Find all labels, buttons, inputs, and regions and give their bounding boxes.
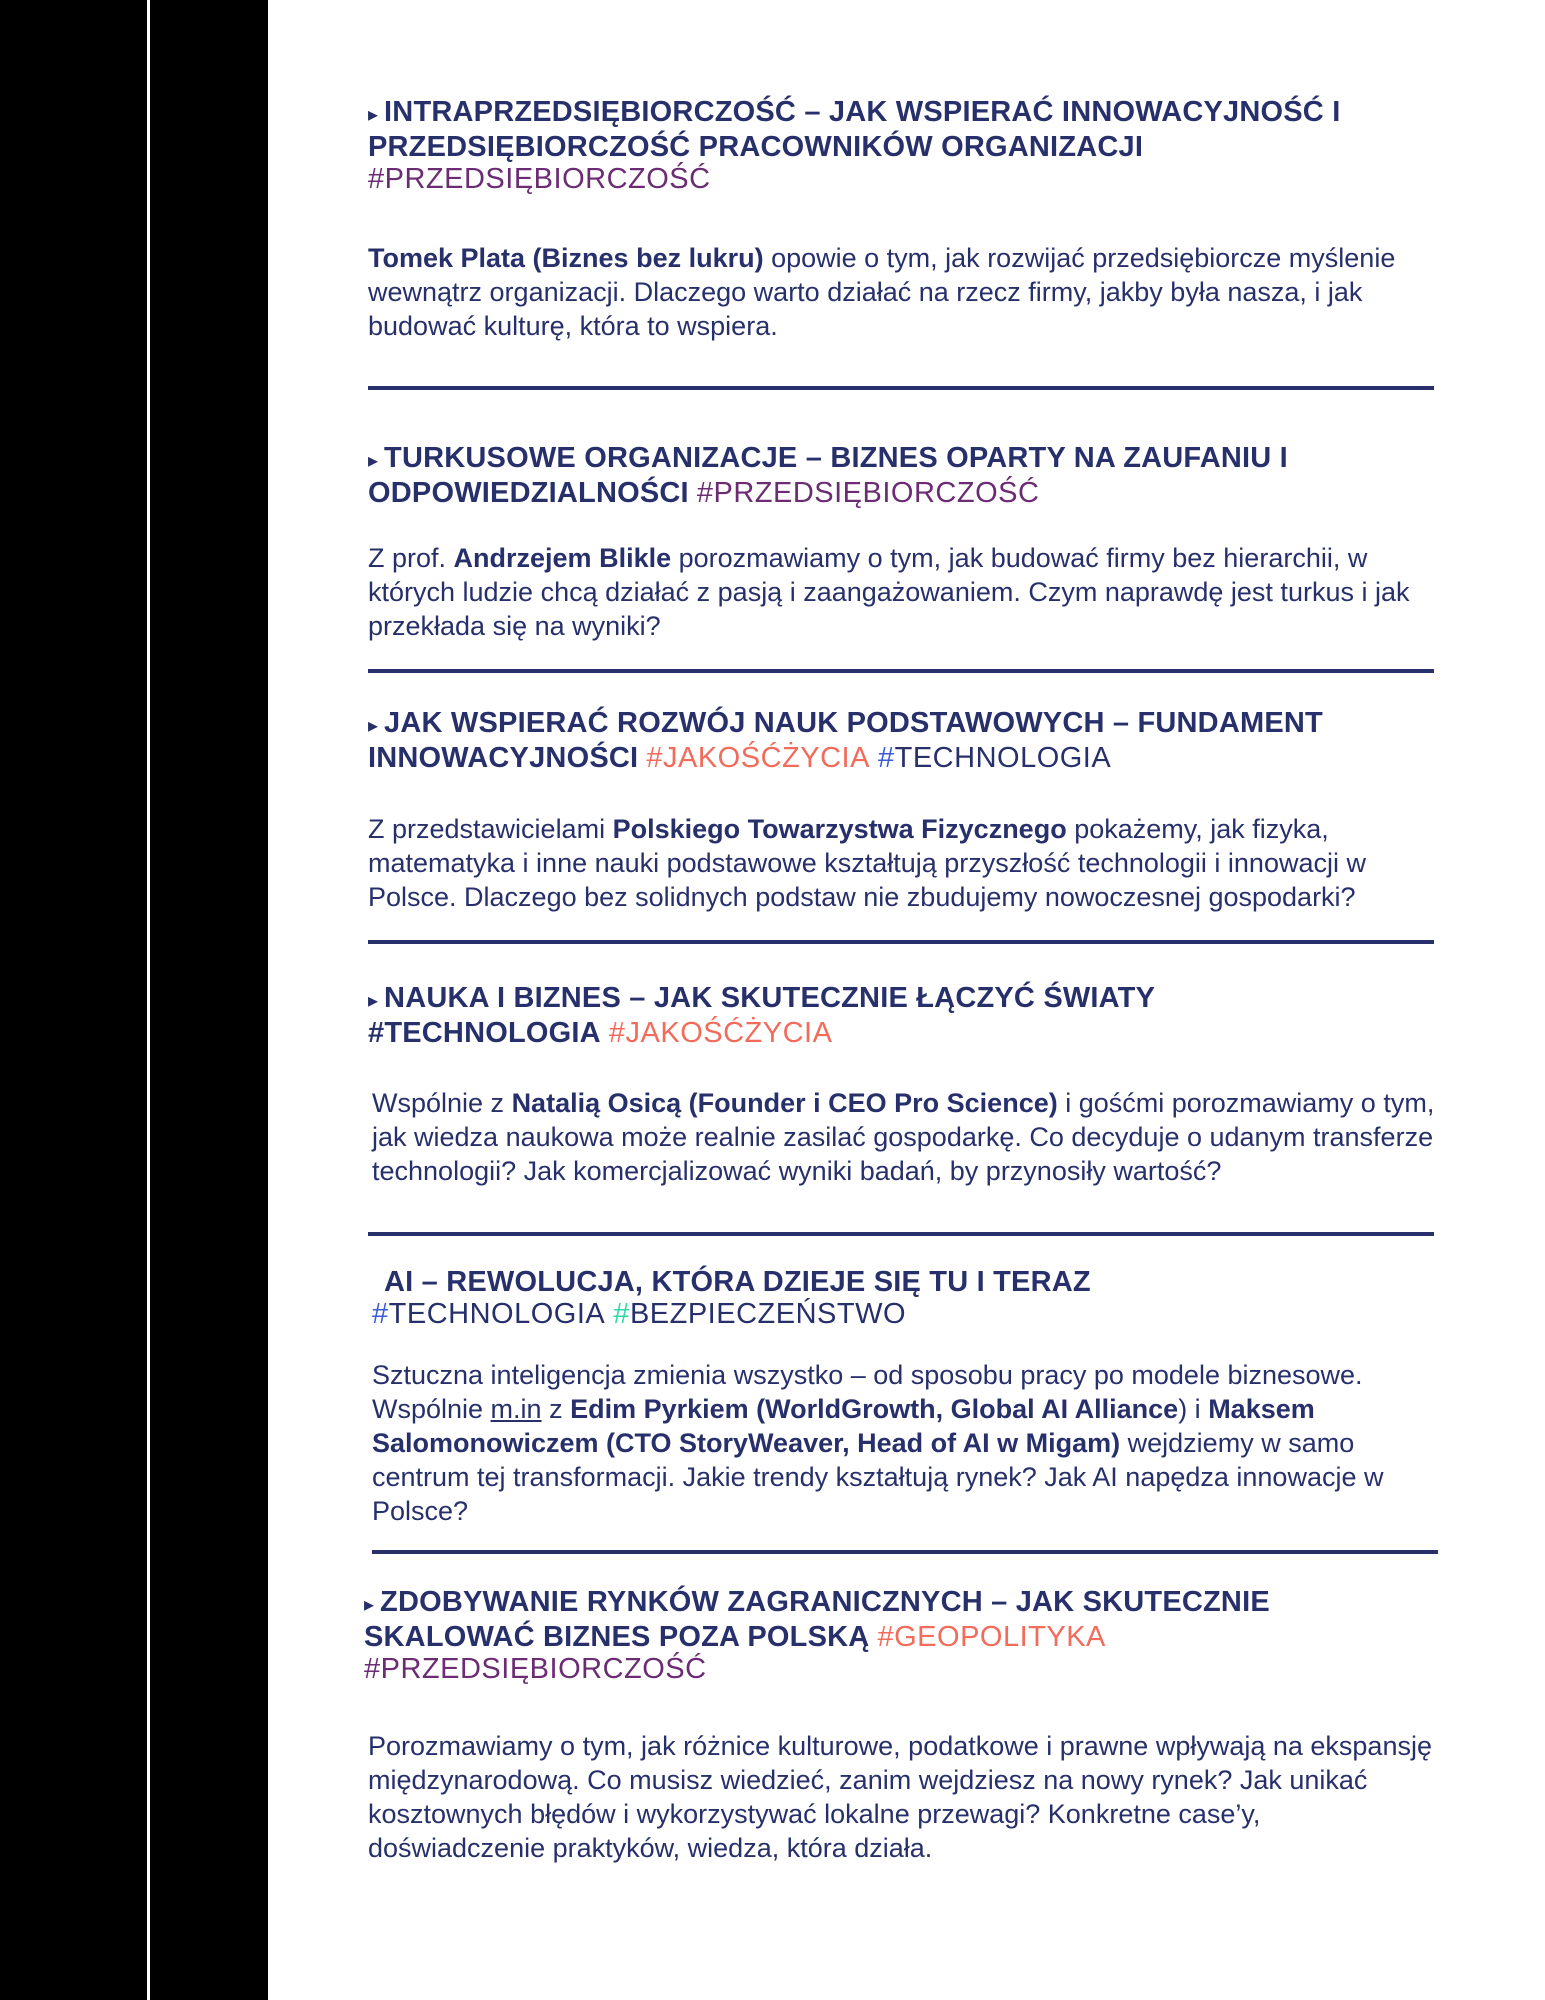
bullet-icon: ▸ (364, 1594, 375, 1616)
hashtag-label: PRZEDSIĘBIORCZOŚĆ (384, 163, 711, 195)
description-text: i gośćmi porozmawiamy o tym, jak wiedza naukowa może realnie zasilać gospodarkę. Co decyduje o udanym transferze technologii? Jak komercjalizować wyniki badań, by przynosiły wartość? (372, 1088, 1435, 1186)
hashtag-hash: # (646, 742, 663, 774)
bullet-icon: ▸ (368, 990, 379, 1012)
inline-link[interactable]: m.in (490, 1394, 542, 1424)
agenda-list (364, 96, 1436, 1865)
agenda-item-title (368, 707, 1436, 774)
description-prefix: Z przedstawicielami (368, 814, 613, 844)
agenda-item-ai (372, 1266, 1436, 1528)
hashtag-hash: # (368, 163, 385, 195)
hashtag-label: JAKOŚĆŻYCIA (625, 1017, 833, 1049)
hashtag-hash: # (877, 742, 895, 774)
hashtag-label: TECHNOLOGIA (388, 1298, 606, 1330)
hashtag-bezpieczenstwo (613, 1298, 906, 1330)
description-text: opowie o tym, jak rozwijać przedsiębiorcze myślenie wewnątrz organizacji. Dlaczego warto działać na rzecz firmy, jakby była nasza, i jak budować kulturę, która to wspiera. (368, 243, 1396, 341)
agenda-item-description (368, 241, 1436, 343)
speaker-name: Polskiego Towarzystwa Fizycznego (612, 814, 1067, 844)
hashtag-jakosczycia (646, 742, 870, 774)
title-text: AI – REWOLUCJA, KTÓRA DZIEJE SIĘ TU I TERAZ (384, 1266, 1091, 1298)
title-text: JAK WSPIERAĆ ROZWÓJ NAUK PODSTAWOWYCH – FUNDAMENT INNOWACYJNOŚCI (368, 707, 1323, 774)
sidebar-line (147, 0, 150, 2000)
agenda-item-turquoise (368, 442, 1436, 643)
agenda-item-description (368, 812, 1436, 914)
sidebar-bar (0, 0, 268, 2000)
description-text: Sztuczna inteligencja zmienia wszystko – od sposobu pracy po modele biznesowe. Wspólnie (372, 1360, 1363, 1424)
hashtag-przedsiebiorczosc (368, 163, 711, 195)
hashtag-hash: # (364, 1653, 381, 1685)
bullet-icon: ▸ (368, 715, 379, 737)
hashtag-przedsiebiorczosc (697, 477, 1040, 509)
speaker-name: Maksem Salomonowiczem (CTO StoryWeaver, Head of AI w Migam) (372, 1394, 1315, 1458)
hashtag-hash: # (608, 1017, 626, 1049)
agenda-item-foreign-markets (364, 1586, 1436, 1865)
agenda-item-science-business (368, 982, 1436, 1188)
hashtag-hash: # (613, 1298, 630, 1330)
bullet-icon: ▸ (368, 104, 379, 126)
description-text: wejdziemy w samo centrum tej transformacji. Jakie trendy kształtują rynek? Jak AI napędza innowacje w Polsce? (372, 1428, 1384, 1526)
agenda-item-title (372, 1266, 1436, 1330)
description-text: ) i (1178, 1394, 1209, 1424)
hashtag-technologia (372, 1298, 605, 1330)
hashtag-label: BEZPIECZEŃSTWO (629, 1298, 907, 1330)
section-divider (368, 940, 1434, 944)
agenda-item-description (368, 541, 1436, 643)
section-divider (368, 386, 1434, 390)
description-prefix: Z prof. (368, 543, 454, 573)
description-text: porozmawiamy o tym, jak budować firmy bez hierarchii, w których ludzie chcą działać z pasją i zaangażowaniem. Czym naprawdę jest turkus i jak przekłada się na wyniki? (368, 543, 1410, 641)
title-text: NAUKA I BIZNES – JAK SKUTECZNIE ŁĄCZYĆ ŚWIATY (384, 982, 1156, 1014)
agenda-item-basic-sciences (368, 707, 1436, 914)
hashtag-label: PRZEDSIĘBIORCZOŚĆ (380, 1653, 707, 1685)
hashtag-geopolityka (877, 1621, 1105, 1653)
hashtag-label: GEOPOLITYKA (894, 1621, 1106, 1653)
bullet-icon: ▸ (368, 450, 379, 472)
title-text: ZDOBYWANIE RYNKÓW ZAGRANICZNYCH – JAK SKUTECZNIE SKALOWAĆ BIZNES POZA POLSKĄ (364, 1586, 1270, 1653)
hashtag-przedsiebiorczosc (364, 1653, 707, 1685)
section-divider (368, 669, 1434, 673)
description-prefix: Wspólnie z (372, 1088, 512, 1118)
agenda-item-title (368, 982, 1436, 1049)
title-text: INTRAPRZEDSIĘBIORCZOŚĆ – JAK WSPIERAĆ INNOWACYJNOŚĆ I PRZEDSIĘBIORCZOŚĆ PRACOWNIKÓW ORGANIZACJI (368, 96, 1341, 163)
speaker-name: Natalią Osicą (Founder i CEO Pro Science) (511, 1088, 1058, 1118)
description-text: Porozmawiamy o tym, jak różnice kulturowe, podatkowe i prawne wpływają na ekspansję międzynarodową. Co musisz wiedzieć, zanim wejdziesz na nowy rynek? Jak unikać kosztownych błędów i wykorzystywać lokalne przewagi? Konkretne case’y, doświadczenie praktyków, wiedza, która działa. (368, 1731, 1432, 1863)
agenda-item-title (368, 442, 1436, 509)
hashtag-label: JAKOŚĆŻYCIA (662, 742, 870, 774)
hashtag-hash: # (372, 1298, 389, 1330)
hashtag-label: PRZEDSIĘBIORCZOŚĆ (713, 477, 1040, 509)
section-divider (368, 1232, 1434, 1236)
title-text: TURKUSOWE ORGANIZACJE – BIZNES OPARTY NA ZAUFANIU I ODPOWIEDZIALNOŚCI (368, 442, 1288, 509)
agenda-item-title (364, 1586, 1436, 1685)
hashtag-jakosczycia (609, 1017, 833, 1049)
section-divider (372, 1550, 1438, 1554)
hashtag-hash: # (696, 477, 714, 509)
hashtag-technologia-bold: #TECHNOLOGIA (368, 1017, 601, 1049)
description-text: z (541, 1394, 571, 1424)
agenda-item-description (368, 1729, 1436, 1865)
speaker-name: Andrzejem Blikle (453, 543, 672, 573)
agenda-item-intrapreneurship (368, 96, 1436, 343)
hashtag-hash: # (877, 1621, 895, 1653)
agenda-item-description (372, 1358, 1436, 1528)
speaker-name: Tomek Plata (Biznes bez lukru) (368, 243, 764, 273)
description-text: pokażemy, jak fizyka, matematyka i inne nauki podstawowe kształtują przyszłość technologii i innowacji w Polsce. Dlaczego bez solidnych podstaw nie zbudujemy nowoczesnej gospodarki? (368, 814, 1366, 912)
hashtag-label: TECHNOLOGIA (894, 742, 1112, 774)
hashtag-technologia (878, 742, 1111, 774)
agenda-item-description (372, 1086, 1436, 1188)
speaker-name: Edim Pyrkiem (WorldGrowth, Global AI Alliance (570, 1394, 1179, 1424)
agenda-item-title (368, 96, 1436, 195)
